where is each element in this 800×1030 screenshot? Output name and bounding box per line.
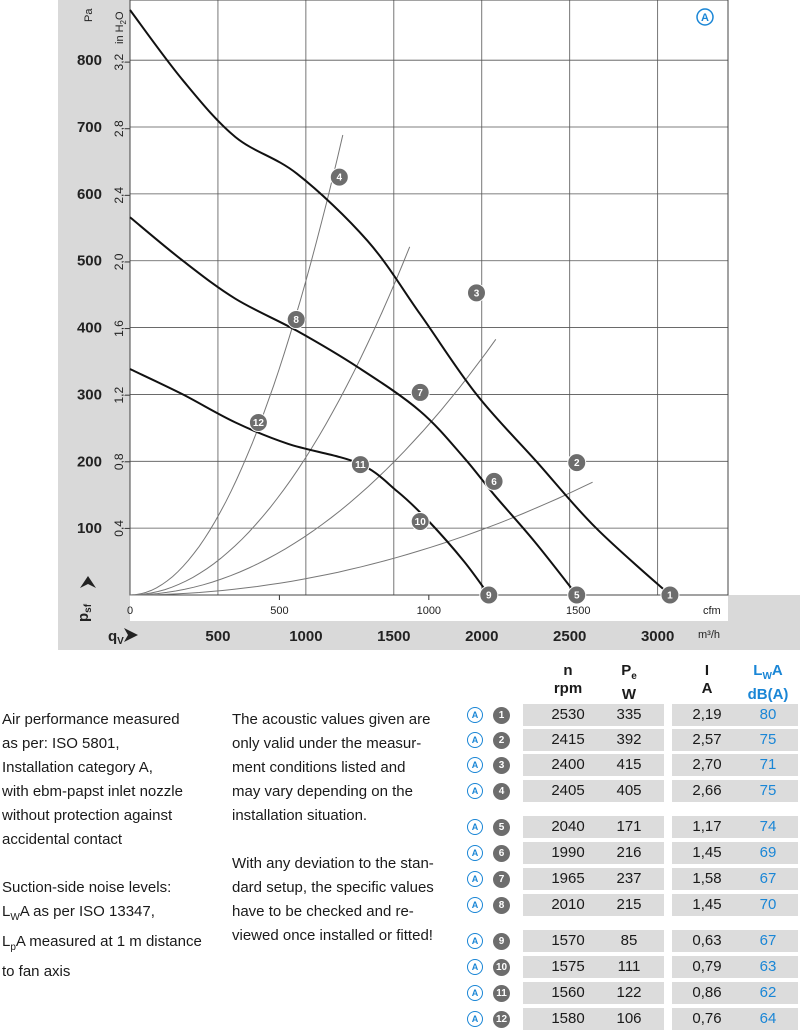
- cell-current: 0,79: [672, 956, 742, 978]
- x-tick-m3h: 500: [205, 628, 231, 645]
- note-line: only valid under the measur-: [232, 735, 422, 752]
- notes-mid: [232, 708, 442, 948]
- table-row: [462, 956, 800, 978]
- cell-sound-level: 75: [738, 729, 798, 751]
- note-line: may vary depending on the: [232, 783, 413, 800]
- header-n: n rpm: [553, 662, 583, 697]
- operating-point-label: 2: [573, 458, 580, 470]
- cell-current: 0,63: [672, 930, 742, 952]
- note-line: ment conditions listed and: [232, 759, 406, 776]
- x-tick-m3h: 1500: [377, 628, 411, 645]
- badge-a-icon: A: [467, 897, 483, 913]
- cell-power: 237: [594, 868, 664, 890]
- note-line: accidental contact: [2, 831, 123, 848]
- cell-rpm: 1575: [523, 956, 613, 978]
- note-line: The acoustic values given are: [232, 711, 431, 728]
- cell-current: 2,70: [672, 754, 742, 776]
- note-line: Installation category A,: [2, 759, 153, 776]
- operating-point-label: 10: [414, 516, 426, 528]
- x-tick-m3h: 2000: [465, 628, 499, 645]
- badge-a-icon: A: [467, 783, 483, 799]
- cell-sound-level: 70: [738, 894, 798, 916]
- cell-rpm: 1580: [523, 1008, 613, 1030]
- note-line: with ebm-papst inlet nozzle: [2, 783, 183, 800]
- y-tick-inh2o: 0,8: [112, 453, 126, 471]
- table-row: [462, 780, 800, 802]
- cell-current: 1,45: [672, 842, 742, 864]
- cell-rpm: 2010: [523, 894, 613, 916]
- cell-rpm: 1560: [523, 982, 613, 1004]
- x-axis-label: $q_V$: [108, 628, 124, 647]
- note-line: viewed once installed or fitted!: [232, 927, 433, 944]
- corner-badge: [697, 9, 713, 25]
- plot-area: [130, 0, 728, 595]
- table-row: [462, 842, 800, 864]
- cell-rpm: 1965: [523, 868, 613, 890]
- row-number-badge: 5: [493, 819, 510, 836]
- row-number-badge: 7: [493, 871, 510, 888]
- operating-point-label: 9: [486, 590, 492, 602]
- row-number-badge: 4: [493, 783, 510, 800]
- y-tick-inh2o: 1,6: [112, 320, 126, 337]
- cell-power: 122: [594, 982, 664, 1004]
- table-row: [462, 816, 800, 838]
- cell-sound-level: 69: [738, 842, 798, 864]
- cell-sound-level: 71: [738, 754, 798, 776]
- y-tick-inh2o: 0,4: [112, 520, 126, 537]
- y-tick-pa: 500: [76, 252, 102, 270]
- note-line: installation situation.: [232, 807, 368, 824]
- operating-point-label: 1: [667, 590, 673, 602]
- note-line: $L_WA$ as per ISO 13347,: [2, 903, 155, 923]
- cell-current: 2,66: [672, 780, 742, 802]
- cell-power: 111: [594, 956, 664, 978]
- header-pe: $P_e$ W: [621, 662, 637, 703]
- cell-power: 216: [594, 842, 664, 864]
- badge-a-icon: A: [467, 1011, 483, 1027]
- note-line: Suction-side noise levels:: [2, 879, 172, 896]
- badge-a-icon: A: [467, 845, 483, 861]
- row-number-badge: 12: [493, 1011, 510, 1028]
- y-tick-pa: 700: [76, 119, 102, 137]
- cell-current: 2,57: [672, 729, 742, 751]
- y-axis-label: $p_{sf}$: [75, 603, 94, 622]
- table-row: [462, 868, 800, 890]
- cell-rpm: 2040: [523, 816, 613, 838]
- operating-point-label: 12: [252, 418, 264, 430]
- badge-a-icon: A: [467, 933, 483, 949]
- note-line: With any deviation to the stan-: [232, 855, 434, 872]
- table-row: [462, 1008, 800, 1030]
- cell-sound-level: 67: [738, 930, 798, 952]
- table-row: [462, 982, 800, 1004]
- operating-point-label: 11: [355, 460, 366, 472]
- badge-a-icon: A: [467, 871, 483, 887]
- y-tick-inh2o: 2,8: [112, 120, 126, 138]
- operating-point-label: 7: [417, 387, 423, 399]
- y-tick-pa: 300: [76, 386, 102, 404]
- row-number-badge: 2: [493, 732, 510, 749]
- cell-power: 392: [594, 729, 664, 751]
- y-tick-pa: 800: [76, 52, 102, 70]
- table-row: [462, 894, 800, 916]
- y-tick-inh2o: 1,2: [112, 386, 126, 404]
- cell-sound-level: 63: [738, 956, 798, 978]
- badge-a-icon: A: [467, 757, 483, 773]
- cell-power: 415: [594, 754, 664, 776]
- row-number-badge: 11: [493, 985, 510, 1002]
- operating-point-label: 6: [491, 476, 497, 488]
- header-lwa: $L_WA$ dB(A): [747, 662, 789, 703]
- cell-rpm: 2530: [523, 704, 613, 726]
- note-line: dard setup, the specific values: [232, 879, 434, 896]
- cell-power: 85: [594, 930, 664, 952]
- cell-current: 1,17: [672, 816, 742, 838]
- cell-power: 215: [594, 894, 664, 916]
- y-tick-inh2o: 2,4: [112, 186, 126, 204]
- row-number-badge: 8: [493, 897, 510, 914]
- x-tick-cfm: 500: [270, 605, 289, 617]
- y-tick-inh2o: 3,2: [112, 53, 126, 71]
- note-line: as per: ISO 5801,: [2, 735, 120, 752]
- row-number-badge: 3: [493, 757, 510, 774]
- table-row: [462, 729, 800, 751]
- note-line: have to be checked and re-: [232, 903, 414, 920]
- x-tick-cfm: 1000: [416, 605, 442, 617]
- table-row: [462, 704, 800, 726]
- cell-current: 2,19: [672, 704, 742, 726]
- note-line: without protection against: [2, 807, 173, 824]
- row-number-badge: 10: [493, 959, 510, 976]
- cell-sound-level: 64: [738, 1008, 798, 1030]
- x-tick-cfm: 0: [126, 605, 134, 617]
- cell-sound-level: 67: [738, 868, 798, 890]
- x-tick-cfm: 1500: [565, 605, 591, 617]
- y-tick-pa: 200: [76, 453, 102, 471]
- cell-sound-level: 74: [738, 816, 798, 838]
- badge-a-icon: A: [467, 819, 483, 835]
- table-row: [462, 754, 800, 776]
- cell-rpm: 2415: [523, 729, 613, 751]
- notes-left: [2, 708, 227, 984]
- operating-point-label: 5: [573, 590, 580, 602]
- x-unit-m3h: m³/h: [698, 629, 720, 641]
- cell-sound-level: 80: [738, 704, 798, 726]
- x-tick-m3h: 3000: [640, 628, 675, 645]
- cell-rpm: 1570: [523, 930, 613, 952]
- table-row: [462, 930, 800, 952]
- cell-power: 335: [594, 704, 664, 726]
- y-tick-pa: 600: [76, 185, 102, 203]
- x-unit-cfm: cfm: [703, 605, 721, 617]
- y-tick-pa: 400: [76, 319, 102, 337]
- operating-point-label: 4: [336, 172, 343, 184]
- svg-text:A: A: [701, 12, 709, 24]
- x-tick-m3h: 1000: [289, 628, 323, 645]
- badge-a-icon: A: [467, 707, 483, 723]
- cell-rpm: 2405: [523, 780, 613, 802]
- y-tick-pa: 100: [76, 520, 102, 538]
- operating-point-label: 3: [473, 288, 480, 300]
- cell-current: 0,76: [672, 1008, 742, 1030]
- note-line: Air performance measured: [2, 711, 180, 728]
- cell-rpm: 1990: [523, 842, 613, 864]
- row-number-badge: 1: [493, 707, 510, 724]
- cell-current: 1,45: [672, 894, 742, 916]
- badge-a-icon: A: [467, 732, 483, 748]
- cell-current: 0,86: [672, 982, 742, 1004]
- header-i: I A: [701, 662, 713, 697]
- y-unit-inh2o: in $H_2O$: [114, 11, 128, 44]
- cell-sound-level: 75: [738, 780, 798, 802]
- row-number-badge: 9: [493, 933, 510, 950]
- note-line: to fan axis: [2, 963, 71, 980]
- operating-point-label: 8: [293, 315, 299, 327]
- row-number-badge: 6: [493, 845, 510, 862]
- cell-power: 171: [594, 816, 664, 838]
- y-unit-pa: Pa: [83, 8, 95, 22]
- cell-rpm: 2400: [523, 754, 613, 776]
- cell-power: 405: [594, 780, 664, 802]
- note-line: $L_pA$ measured at 1 m distance: [2, 933, 202, 953]
- x-tick-m3h: 2500: [553, 628, 587, 645]
- cell-power: 106: [594, 1008, 664, 1030]
- badge-a-icon: A: [467, 959, 483, 975]
- badge-a-icon: A: [467, 985, 483, 1001]
- y-tick-inh2o: 2,0: [112, 253, 126, 271]
- cell-sound-level: 62: [738, 982, 798, 1004]
- cell-current: 1,58: [672, 868, 742, 890]
